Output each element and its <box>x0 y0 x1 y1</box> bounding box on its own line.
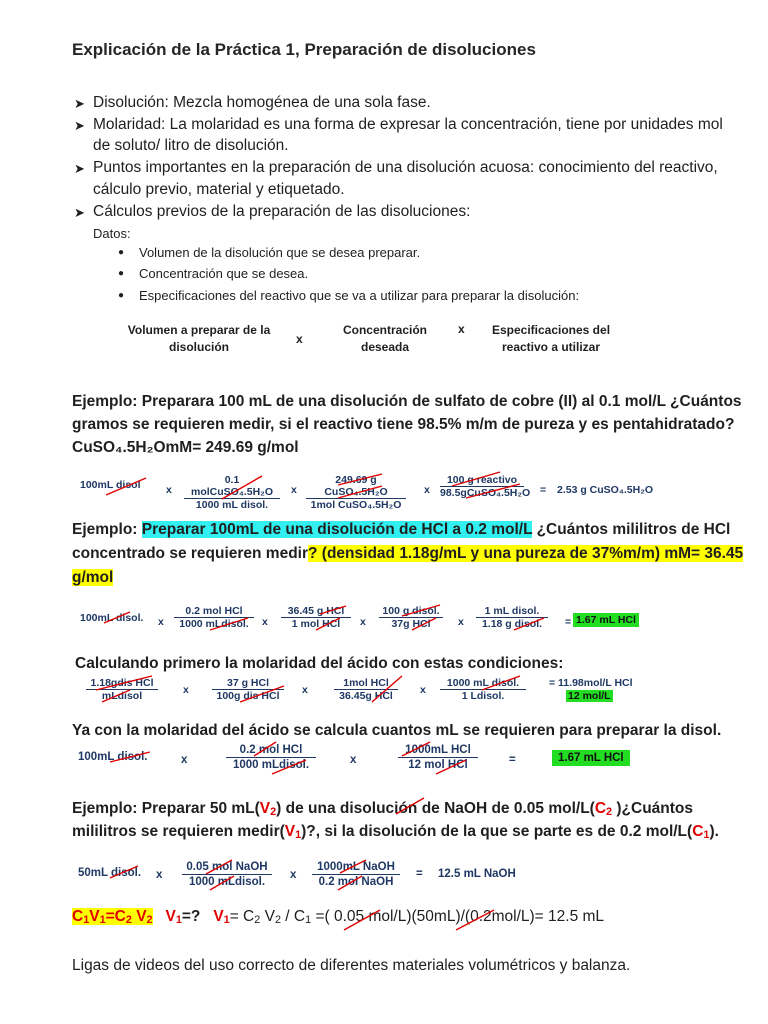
datos-item-2: Concentración que se desea. <box>139 266 309 281</box>
times-sign: x <box>350 754 357 766</box>
ex1-factor-3: 100 g reactivo 98.5gCuSO₄.5H₂O <box>440 474 531 499</box>
ex1-start: 100mL disol <box>80 479 141 491</box>
ex2-line3: g/mol <box>72 569 114 586</box>
ex1-factor-1: 0.1 molCuSO₄.5H₂O 1000 mL disol. <box>184 474 280 511</box>
times-sign: x <box>183 684 189 696</box>
calc-header: Calculando primero la molaridad del ácido con estas condiciones: <box>75 655 564 672</box>
videos-note: Ligas de videos del uso correcto de diferentes materiales volumétricos y balanza. <box>72 957 631 974</box>
calc-result-rounded: 12 mol/L <box>568 690 611 702</box>
dilution-equation: $C_1V_1=C_2$ $V_2$ $V_1=$? $V_1= C_2$ $V_2 / C_1$ =( 0.05 mol/L)(50mL)/(0.2mol/L)= 12.5 mL <box>72 908 605 926</box>
ex2-start: 100mL disol. <box>80 612 144 624</box>
formula-concentracion: Concentración deseada <box>342 323 427 354</box>
ex3-factor-1: 0.05 mol NaOH 1000 mLdisol. <box>182 860 272 889</box>
times-sign: x <box>420 684 426 696</box>
times-sign: x <box>458 616 464 628</box>
calc-factor-1: 1.18gdis HCl mLdisol <box>86 677 158 702</box>
times-sign: x <box>262 616 268 628</box>
times-sign: x <box>302 684 308 696</box>
c2-symbol: $C_2$ <box>594 800 613 818</box>
ya-result: 1.67 mL HCl <box>552 750 630 766</box>
bullet-puntos-cont: cálculo previo, material y etiquetado. <box>93 181 345 198</box>
ya-factor-1: 0.2 mol HCl 1000 mLdisol. <box>226 743 316 772</box>
ex3-line2: mililitros se requieren $medir(V_1)$?, si la disolución de la que se parte es de 0.2 mol/$L(C_1)$. <box>72 823 719 841</box>
equals-sign: = <box>416 868 423 880</box>
datos-item-3: Especificaciones del reactivo que se va a utilizar para preparar la disolución: <box>139 288 580 303</box>
ex2-factor-3: 100 g disol. 37g HCl <box>379 605 443 630</box>
calc-factor-2: 37 g HCl 100g dis HCl <box>212 677 284 702</box>
calc-factor-3: 1mol HCl 36.45g HCl <box>334 677 398 702</box>
formula-especificaciones: Especificaciones del reactivo a utilizar <box>491 323 611 354</box>
ex2-line2: concentrado se requieren medir? (densidad 1.18g/mL y una pureza de 37%m/m) mM= 36.45 <box>72 545 744 562</box>
ex3-line1: Ejemplo: Preparar 50 $mL(V_2)$ de una disolución de NaOH de 0.05 mol/$L(C_2$ )¿Cuántos <box>72 800 694 818</box>
calc-result: = 11.98mol/L HCl <box>549 677 633 689</box>
bullet-puntos: Puntos importantes en la preparación de una disolución acuosa: conocimiento del reactivo, <box>93 159 718 176</box>
times-sign: x <box>181 754 188 766</box>
ex2-result: 1.67 mL HCl <box>573 613 639 627</box>
ex1-line3: CuSO₄.5H₂OmM= 249.69 g/mol <box>72 439 299 456</box>
dot-bullet-icon: ● <box>118 290 125 301</box>
page-title: Explicación de la Práctica 1, Preparación de disoluciones <box>72 40 536 59</box>
equals-sign: = <box>540 484 547 496</box>
datos-label: Datos: <box>93 226 131 241</box>
c1-symbol: $C_1$ <box>692 823 710 841</box>
ex2-factor-1: 0.2 mol HCl 1000 mLdisol. <box>174 605 254 630</box>
formula-volumen: Volumen a preparar de la disolución <box>127 323 271 354</box>
arrow-bullet-icon: ➤ <box>74 161 85 176</box>
equals-sign: = <box>509 754 516 766</box>
v1-symbol: $V_1$ <box>284 823 302 841</box>
ya-factor-2: 1000mL HCl 12 mol HCl <box>398 743 478 772</box>
ex2-factor-4: 1 mL disol. 1.18 g disol. <box>476 605 548 630</box>
ex1-result: 2.53 g CuSO₄.5H₂O <box>557 484 654 496</box>
ex3-start: 50mL disol. <box>78 867 142 879</box>
times-sign: x <box>156 869 163 881</box>
times-sign: x <box>158 616 164 628</box>
times-sign: x <box>290 869 297 881</box>
ex1-line1: Ejemplo: Preparara 100 mL de una disolución de sulfato de cobre (II) al 0.1 mol/L ¿Cuántos <box>72 393 742 410</box>
ex3-factor-2: 1000mL NaOH 0.2 mol NaOH <box>312 860 400 889</box>
ya-start: 100mL disol. <box>78 751 148 763</box>
calc-factor-4: 1000 mL disol. 1 Ldisol. <box>440 677 526 702</box>
ex2-factor-2: 36.45 g HCl 1 mol HCl <box>281 605 351 630</box>
times-sign: x <box>424 484 430 496</box>
dot-bullet-icon: ● <box>118 247 125 258</box>
equals-sign: = <box>565 616 572 628</box>
bullet-calculos: Cálculos previos de la preparación de las disoluciones: <box>93 203 471 220</box>
bullet-molaridad-cont: de soluto/ litro de disolución. <box>93 137 289 154</box>
ex1-factor-2: 249.69 g CuSO₄.5H₂O 1mol CuSO₄.5H₂O <box>306 474 406 511</box>
bullet-molaridad: Molaridad: La molaridad es una forma de expresar la concentración, tiene por unidades mol <box>93 116 723 133</box>
times-sign: x <box>166 484 172 496</box>
ex3-result: 12.5 mL NaOH <box>438 868 516 880</box>
arrow-bullet-icon: ➤ <box>74 205 85 220</box>
ya-header: Ya con la molaridad del ácido se calcula cuantos mL se requieren para preparar la disol. <box>72 722 722 739</box>
formula-times-1: x <box>296 332 303 346</box>
formula-times-2: x <box>458 322 465 336</box>
bullet-disolucion: Disolución: Mezcla homogénea de una sola fase. <box>93 94 431 111</box>
arrow-bullet-icon: ➤ <box>74 118 85 133</box>
times-sign: x <box>291 484 297 496</box>
times-sign: x <box>360 616 366 628</box>
ex2-line1: Ejemplo: Preparar 100mL de una disolución de HCl a 0.2 mol/L ¿Cuántos mililitros de HCl <box>72 521 731 538</box>
dot-bullet-icon: ● <box>118 268 125 279</box>
ex1-line2: gramos se requieren medir, si el reactivo tiene 98.5% m/m de pureza y es pentahidratado? <box>72 416 735 433</box>
arrow-bullet-icon: ➤ <box>74 96 85 111</box>
v2-symbol: $V_2$ <box>259 800 277 818</box>
datos-item-1: Volumen de la disolución que se desea preparar. <box>139 245 421 260</box>
